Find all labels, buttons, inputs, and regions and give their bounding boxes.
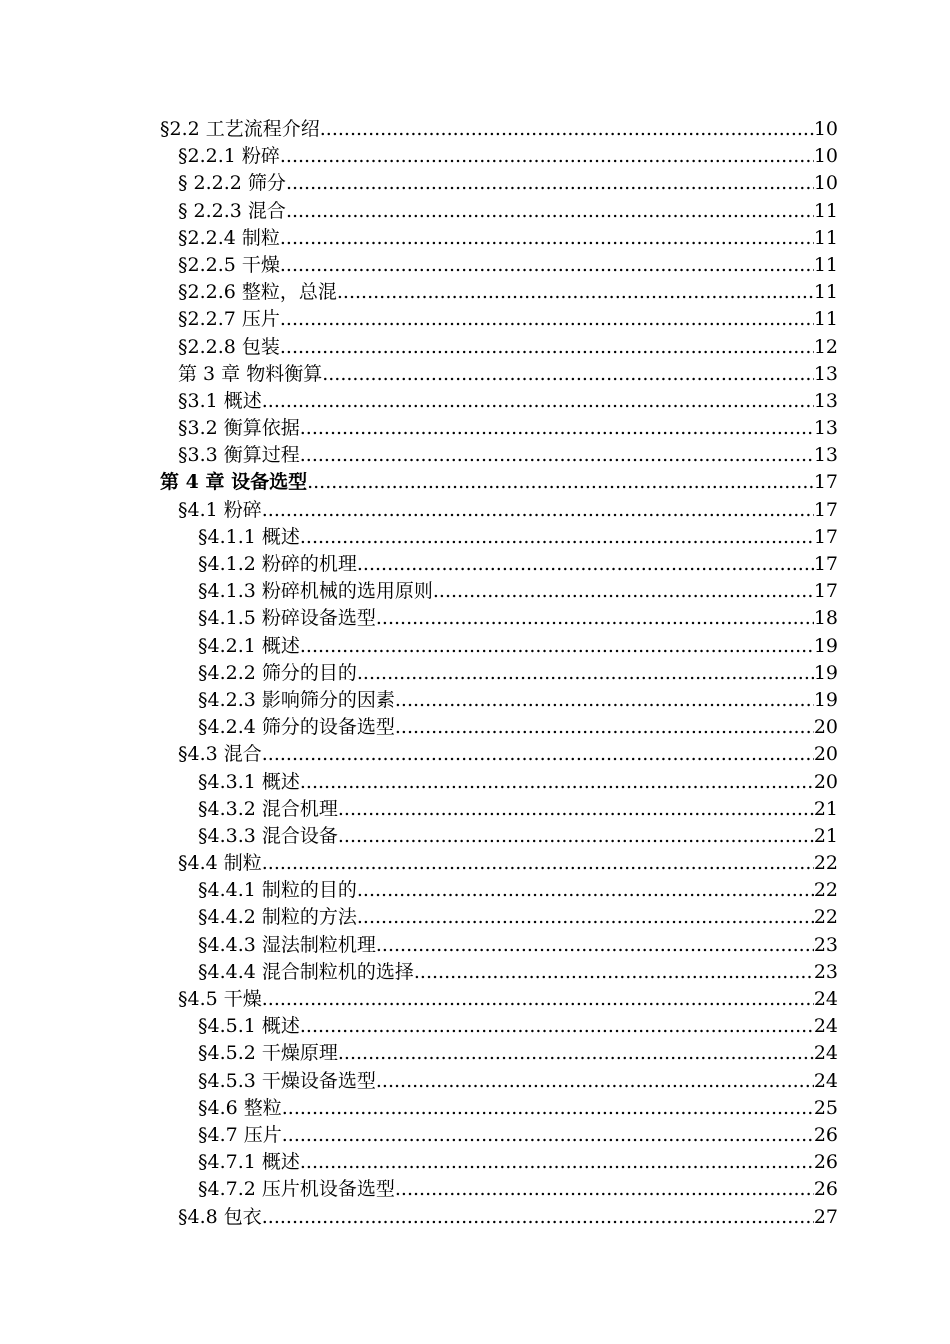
toc-entry-page-number: 22 bbox=[813, 906, 838, 929]
toc-entry[interactable] bbox=[160, 415, 838, 442]
toc-dot-leader bbox=[338, 796, 814, 823]
toc-dot-leader bbox=[395, 714, 814, 741]
toc-dot-leader bbox=[280, 143, 814, 170]
toc-entry-page-number: 11 bbox=[813, 308, 838, 331]
toc-entry-page-number: 26 bbox=[813, 1123, 838, 1146]
toc-entry-title: 第 3 章 物料衡算 bbox=[178, 362, 323, 385]
toc-dot-leader bbox=[357, 660, 814, 687]
toc-entry-page-number: 17 bbox=[813, 525, 838, 548]
toc-dot-leader bbox=[337, 279, 814, 306]
toc-entry-title: §4.3.3 混合设备 bbox=[198, 824, 338, 847]
toc-entry-page-number: 23 bbox=[813, 933, 838, 956]
toc-entry-title: §4.7.1 概述 bbox=[198, 1151, 300, 1174]
toc-entry-title: §3.2 衡算依据 bbox=[178, 417, 300, 440]
toc-entry-page-number: 17 bbox=[813, 498, 838, 521]
toc-entry-page-number: 12 bbox=[813, 335, 838, 358]
toc-entry[interactable] bbox=[160, 986, 838, 1013]
toc-entry-page-number: 24 bbox=[813, 1015, 838, 1038]
toc-entry-page-number: 20 bbox=[813, 716, 838, 739]
toc-dot-leader bbox=[262, 388, 814, 415]
toc-entry-page-number: 10 bbox=[813, 172, 838, 195]
toc-dot-leader bbox=[280, 252, 814, 279]
toc-entry[interactable] bbox=[160, 850, 838, 877]
toc-dot-leader bbox=[433, 578, 814, 605]
toc-entry[interactable] bbox=[160, 714, 838, 741]
toc-entry-page-number: 27 bbox=[813, 1205, 838, 1228]
toc-entry[interactable] bbox=[160, 442, 838, 469]
toc-entry-page-number: 17 bbox=[813, 580, 838, 603]
toc-dot-leader bbox=[300, 442, 814, 469]
toc-entry[interactable] bbox=[160, 877, 838, 904]
toc-entry-title: §4.3.1 概述 bbox=[198, 770, 300, 793]
toc-entry-title: §2.2 工艺流程介绍 bbox=[160, 118, 320, 140]
toc-entry-title: §4.1.1 概述 bbox=[198, 525, 300, 548]
toc-entry-title: §4.2.1 概述 bbox=[198, 634, 300, 657]
toc-dot-leader bbox=[262, 497, 814, 524]
toc-entry-page-number: 23 bbox=[813, 960, 838, 983]
toc-entry-title: §4.4.3 湿法制粒机理 bbox=[198, 933, 376, 956]
toc-entry[interactable] bbox=[160, 1068, 838, 1095]
toc-entry[interactable] bbox=[160, 551, 838, 578]
toc-entry[interactable] bbox=[160, 1122, 838, 1149]
toc-dot-leader bbox=[357, 551, 814, 578]
toc-entry-title: §4.3.2 混合机理 bbox=[198, 797, 338, 820]
toc-entry[interactable] bbox=[160, 198, 838, 225]
toc-dot-leader bbox=[262, 1204, 814, 1231]
toc-entry-page-number: 24 bbox=[813, 1042, 838, 1065]
toc-entry-title: §2.2.5 干燥 bbox=[178, 253, 280, 276]
toc-entry[interactable] bbox=[160, 605, 838, 632]
toc-entry-page-number: 10 bbox=[813, 118, 838, 140]
toc-entry[interactable] bbox=[160, 687, 838, 714]
toc-entry[interactable] bbox=[160, 796, 838, 823]
toc-entry[interactable] bbox=[160, 1176, 838, 1203]
toc-entry[interactable] bbox=[160, 279, 838, 306]
toc-dot-leader bbox=[376, 932, 814, 959]
toc-entry-page-number: 11 bbox=[813, 253, 838, 276]
toc-entry[interactable] bbox=[160, 660, 838, 687]
toc-entry-title: §4.1.3 粉碎机械的选用原则 bbox=[198, 580, 433, 603]
toc-dot-leader bbox=[338, 823, 814, 850]
toc-entry[interactable] bbox=[160, 633, 838, 660]
toc-dot-leader bbox=[338, 1040, 814, 1067]
toc-dot-leader bbox=[300, 769, 814, 796]
toc-entry-page-number: 19 bbox=[813, 661, 838, 684]
toc-entry-title: §2.2.4 制粒 bbox=[178, 226, 280, 249]
toc-entry[interactable] bbox=[160, 932, 838, 959]
toc-entry-title: §2.2.1 粉碎 bbox=[178, 145, 280, 168]
toc-entry-page-number: 13 bbox=[813, 417, 838, 440]
toc-entry-title: §2.2.7 压片 bbox=[178, 308, 280, 331]
toc-entry[interactable] bbox=[160, 306, 838, 333]
toc-dot-leader bbox=[262, 850, 814, 877]
toc-entry-page-number: 21 bbox=[813, 824, 838, 847]
toc-dot-leader bbox=[357, 904, 814, 931]
toc-entry-page-number: 26 bbox=[813, 1151, 838, 1174]
toc-entry-title: §4.6 整粒 bbox=[198, 1096, 282, 1119]
toc-entry-page-number: 13 bbox=[813, 362, 838, 385]
toc-entry-title: §4.4 制粒 bbox=[178, 852, 262, 875]
toc-entry-page-number: 22 bbox=[813, 879, 838, 902]
toc-dot-leader bbox=[307, 469, 814, 496]
toc-entry-page-number: 20 bbox=[813, 770, 838, 793]
toc-dot-leader bbox=[282, 1122, 814, 1149]
toc-entry[interactable] bbox=[160, 1013, 838, 1040]
toc-entry-page-number: 17 bbox=[813, 553, 838, 575]
toc-dot-leader bbox=[320, 116, 814, 143]
toc-dot-leader bbox=[300, 1013, 814, 1040]
toc-entry[interactable] bbox=[160, 904, 838, 931]
toc-entry-title: §4.5.3 干燥设备选型 bbox=[198, 1069, 376, 1092]
toc-dot-leader bbox=[280, 334, 814, 361]
toc-entry-title: §4.5 干燥 bbox=[178, 988, 262, 1010]
toc-entry-page-number: 22 bbox=[813, 852, 838, 875]
toc-entry-page-number: 11 bbox=[813, 281, 838, 304]
toc-entry[interactable] bbox=[160, 959, 838, 986]
toc-entry-title: §4.4.4 混合制粒机的选择 bbox=[198, 960, 414, 983]
toc-entry-page-number: 24 bbox=[813, 1069, 838, 1092]
toc-entry-title: §4.2.3 影响筛分的因素 bbox=[198, 688, 395, 711]
toc-dot-leader bbox=[286, 170, 814, 197]
toc-entry[interactable] bbox=[160, 769, 838, 796]
toc-entry[interactable] bbox=[160, 497, 838, 524]
toc-entry-page-number: 13 bbox=[813, 444, 838, 467]
toc-entry-title: §4.4.1 制粒的目的 bbox=[198, 879, 357, 902]
toc-dot-leader bbox=[280, 306, 814, 333]
toc-entry[interactable] bbox=[160, 1040, 838, 1067]
toc-entry[interactable] bbox=[160, 469, 838, 496]
toc-entry-page-number: 20 bbox=[813, 743, 838, 766]
toc-entry-title: §2.2.8 包装 bbox=[178, 335, 280, 358]
toc-entry-title: §4.7.2 压片机设备选型 bbox=[198, 1178, 395, 1201]
toc-entry-title: §4.2.2 筛分的目的 bbox=[198, 661, 357, 684]
toc-entry-page-number: 17 bbox=[813, 471, 838, 494]
toc-dot-leader bbox=[280, 225, 814, 252]
toc-dot-leader bbox=[262, 986, 814, 1013]
toc-entry[interactable] bbox=[160, 741, 838, 768]
toc-entry-title: §4.1 粉碎 bbox=[178, 498, 262, 521]
toc-entry[interactable] bbox=[160, 823, 838, 850]
toc-dot-leader bbox=[395, 687, 814, 714]
toc-entry-page-number: 19 bbox=[813, 634, 838, 657]
toc-dot-leader bbox=[282, 1095, 814, 1122]
toc-entry-page-number: 11 bbox=[813, 226, 838, 249]
toc-entry-title: § 2.2.3 混合 bbox=[178, 199, 286, 222]
toc-entry-page-number: 18 bbox=[813, 607, 838, 630]
toc-entry-page-number: 13 bbox=[813, 389, 838, 412]
toc-entry[interactable] bbox=[160, 1095, 838, 1122]
toc-dot-leader bbox=[300, 1149, 814, 1176]
toc-entry-title: §4.5.2 干燥原理 bbox=[198, 1042, 338, 1065]
toc-entry-title: §2.2.6 整粒，总混 bbox=[178, 281, 337, 304]
toc-entry-page-number: 24 bbox=[813, 988, 838, 1010]
toc-entry-page-number: 19 bbox=[813, 688, 838, 711]
toc-dot-leader bbox=[376, 1068, 814, 1095]
toc-entry[interactable] bbox=[160, 170, 838, 197]
toc-dot-leader bbox=[262, 741, 814, 768]
toc-entry-title: §4.1.5 粉碎设备选型 bbox=[198, 607, 376, 630]
toc-entry-title: §4.5.1 概述 bbox=[198, 1015, 300, 1038]
toc-entry-title: §4.1.2 粉碎的机理 bbox=[198, 553, 357, 575]
toc-entry[interactable] bbox=[160, 334, 838, 361]
toc-dot-leader bbox=[300, 415, 814, 442]
toc-dot-leader bbox=[357, 877, 814, 904]
toc-entry-title: §3.1 概述 bbox=[178, 389, 262, 412]
toc-entry-page-number: 26 bbox=[813, 1178, 838, 1201]
toc-entry-page-number: 21 bbox=[813, 797, 838, 820]
toc-entry-page-number: 25 bbox=[813, 1096, 838, 1119]
toc-entry[interactable] bbox=[160, 578, 838, 605]
toc-entry-title: § 2.2.2 筛分 bbox=[178, 172, 286, 195]
toc-entry-title: §4.4.2 制粒的方法 bbox=[198, 906, 357, 929]
toc-entry-title: §3.3 衡算过程 bbox=[178, 444, 300, 467]
toc-dot-leader bbox=[376, 605, 814, 632]
toc-entry[interactable] bbox=[160, 116, 838, 143]
toc-entry[interactable] bbox=[160, 225, 838, 252]
toc-entry-title: §4.2.4 筛分的设备选型 bbox=[198, 716, 395, 739]
toc-entry[interactable] bbox=[160, 388, 838, 415]
toc-entry[interactable] bbox=[160, 1204, 838, 1231]
table-of-contents bbox=[160, 116, 838, 1231]
toc-dot-leader bbox=[286, 198, 814, 225]
toc-entry[interactable] bbox=[160, 361, 838, 388]
toc-dot-leader bbox=[300, 524, 814, 551]
toc-entry[interactable] bbox=[160, 524, 838, 551]
toc-entry[interactable] bbox=[160, 143, 838, 170]
toc-entry-title: 第 4 章 设备选型 bbox=[160, 471, 308, 494]
toc-entry-title: §4.8 包衣 bbox=[178, 1205, 262, 1228]
toc-dot-leader bbox=[395, 1176, 814, 1203]
toc-entry-page-number: 10 bbox=[813, 145, 838, 168]
toc-dot-leader bbox=[322, 361, 814, 388]
toc-entry-title: §4.3 混合 bbox=[178, 743, 262, 766]
toc-dot-leader bbox=[300, 633, 814, 660]
toc-entry[interactable] bbox=[160, 252, 838, 279]
toc-entry[interactable] bbox=[160, 1149, 838, 1176]
toc-dot-leader bbox=[414, 959, 814, 986]
toc-entry-title: §4.7 压片 bbox=[198, 1123, 282, 1146]
toc-entry-page-number: 11 bbox=[813, 199, 838, 222]
